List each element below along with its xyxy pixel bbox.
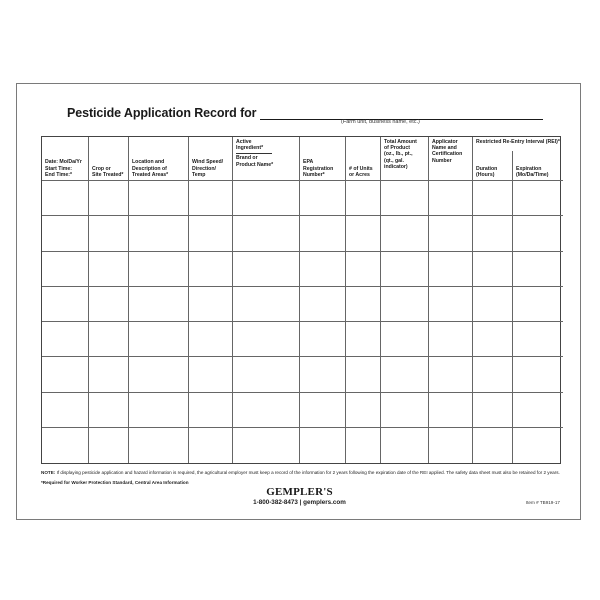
table-cell[interactable]	[233, 393, 300, 428]
table-cell[interactable]	[346, 357, 381, 392]
header-amount: Total Amount of Product (oz., lb., pt., (qt., gal. indicator)	[381, 137, 429, 181]
table-cell[interactable]	[346, 181, 381, 216]
table-cell[interactable]	[42, 252, 89, 287]
table-cell[interactable]	[473, 428, 513, 463]
table-cell[interactable]	[233, 322, 300, 357]
rei-duration: Duration (Hours)	[473, 151, 513, 180]
record-table	[41, 136, 561, 464]
table-cell[interactable]	[189, 357, 233, 392]
header-units: # of Units or Acres	[346, 137, 381, 181]
table-cell[interactable]	[42, 428, 89, 463]
table-cell[interactable]	[233, 357, 300, 392]
table-cell[interactable]	[233, 428, 300, 463]
table-cell[interactable]	[513, 357, 563, 392]
table-cell[interactable]	[300, 216, 346, 251]
table-cell[interactable]	[89, 428, 129, 463]
table-cell[interactable]	[189, 181, 233, 216]
table-cell[interactable]	[42, 357, 89, 392]
table-cell[interactable]	[129, 181, 189, 216]
table-cell[interactable]	[473, 216, 513, 251]
table-cell[interactable]	[381, 322, 429, 357]
table-cell[interactable]	[189, 393, 233, 428]
table-cell[interactable]	[42, 287, 89, 322]
table-cell[interactable]	[89, 322, 129, 357]
header-date: Date: Mo/Da/Yr Start Time: End Time:*	[42, 137, 89, 181]
table-cell[interactable]	[129, 216, 189, 251]
table-cell[interactable]	[513, 252, 563, 287]
table-cell[interactable]	[189, 216, 233, 251]
table-cell[interactable]	[89, 181, 129, 216]
header-crop: Crop or Site Treated*	[89, 137, 129, 181]
table-cell[interactable]	[300, 181, 346, 216]
table-cell[interactable]	[513, 181, 563, 216]
table-cell[interactable]	[346, 322, 381, 357]
table-cell[interactable]	[129, 322, 189, 357]
table-cell[interactable]	[473, 252, 513, 287]
table-cell[interactable]	[381, 428, 429, 463]
table-cell[interactable]	[89, 357, 129, 392]
table-cell[interactable]	[89, 287, 129, 322]
table-cell[interactable]	[300, 428, 346, 463]
table-cell[interactable]	[429, 357, 473, 392]
table-cell[interactable]	[429, 428, 473, 463]
table-cell[interactable]	[189, 322, 233, 357]
table-cell[interactable]	[513, 428, 563, 463]
table-cell[interactable]	[346, 287, 381, 322]
table-cell[interactable]	[473, 357, 513, 392]
header-location: Location and Description of Treated Areas*	[129, 137, 189, 181]
rei-title: Restricted Re-Entry Interval (REI)*	[476, 139, 560, 145]
header-applicator: Applicator Name and Certification Number	[429, 137, 473, 181]
table-cell[interactable]	[42, 216, 89, 251]
item-number: Item # TB919-17	[525, 500, 560, 505]
table-cell[interactable]	[473, 287, 513, 322]
note-text: If displaying pesticide application and hazard information is required, the agricultural employer must keep a record of the information for 2 years following the expiration date of the REI applied. The safety data sheet must also be retained for 2 years.	[55, 470, 560, 475]
table-cell[interactable]	[42, 393, 89, 428]
table-cell[interactable]	[189, 428, 233, 463]
form-subtitle: (Farm unit, business name, etc.)	[341, 119, 420, 125]
table-cell[interactable]	[189, 287, 233, 322]
title-row	[67, 106, 543, 120]
header-wind: Wind Speed/ Direction/ Temp	[189, 137, 233, 181]
table-cell[interactable]	[300, 357, 346, 392]
table-cell[interactable]	[233, 252, 300, 287]
table-cell[interactable]	[381, 357, 429, 392]
table-cell[interactable]	[473, 322, 513, 357]
table-cell[interactable]	[381, 393, 429, 428]
table-cell[interactable]	[381, 216, 429, 251]
table-cell[interactable]	[473, 393, 513, 428]
table-cell[interactable]	[129, 393, 189, 428]
table-cell[interactable]	[346, 252, 381, 287]
table-cell[interactable]	[89, 252, 129, 287]
table-cell[interactable]	[129, 252, 189, 287]
table-cell[interactable]	[381, 252, 429, 287]
table-cell[interactable]	[429, 287, 473, 322]
table-cell[interactable]	[233, 181, 300, 216]
table-cell[interactable]	[42, 322, 89, 357]
required-note: *Required for Worker Protection Standard, Central Area Information	[41, 480, 189, 485]
record-sheet	[16, 83, 581, 520]
brand-name-label: Brand or Product Name*	[236, 155, 274, 168]
table-cell[interactable]	[513, 287, 563, 322]
footer-note	[41, 470, 560, 475]
rei-expiration: Expiration (Mo/Da/Time)	[516, 165, 549, 178]
header-rei	[473, 137, 563, 181]
table-cell[interactable]	[429, 252, 473, 287]
header-active-ingredient	[233, 137, 300, 181]
table-cell[interactable]	[89, 216, 129, 251]
table-cell[interactable]	[429, 181, 473, 216]
table-cell[interactable]	[129, 428, 189, 463]
table-cell[interactable]	[300, 287, 346, 322]
table-cell[interactable]	[513, 216, 563, 251]
table-cell[interactable]	[381, 181, 429, 216]
header-epa: EPA Registration Number*	[300, 137, 346, 181]
table-cell[interactable]	[129, 357, 189, 392]
table-cell[interactable]	[300, 252, 346, 287]
table-cell[interactable]	[346, 216, 381, 251]
table-cell[interactable]	[346, 393, 381, 428]
table-cell[interactable]	[129, 287, 189, 322]
table-cell[interactable]	[513, 322, 563, 357]
table-cell[interactable]	[429, 393, 473, 428]
table-cell[interactable]	[233, 216, 300, 251]
active-ingredient-label: Active Ingredient*	[236, 139, 264, 152]
table-cell[interactable]	[381, 287, 429, 322]
table-cell[interactable]	[429, 216, 473, 251]
table-cell[interactable]	[89, 393, 129, 428]
note-label: NOTE:	[41, 470, 56, 475]
table-cell[interactable]	[429, 322, 473, 357]
table-cell[interactable]	[300, 393, 346, 428]
table-cell[interactable]	[473, 181, 513, 216]
contact-info: 1-800-382-8473 | gemplers.com	[253, 499, 346, 506]
table-cell[interactable]	[42, 181, 89, 216]
table-cell[interactable]	[233, 287, 300, 322]
header-divider	[236, 153, 272, 154]
table-cell[interactable]	[346, 428, 381, 463]
form-title: Pesticide Application Record for	[67, 106, 257, 120]
brand-logo: GEMPLER'S	[266, 486, 333, 498]
table-cell[interactable]	[513, 393, 563, 428]
table-cell[interactable]	[189, 252, 233, 287]
table-cell[interactable]	[300, 322, 346, 357]
